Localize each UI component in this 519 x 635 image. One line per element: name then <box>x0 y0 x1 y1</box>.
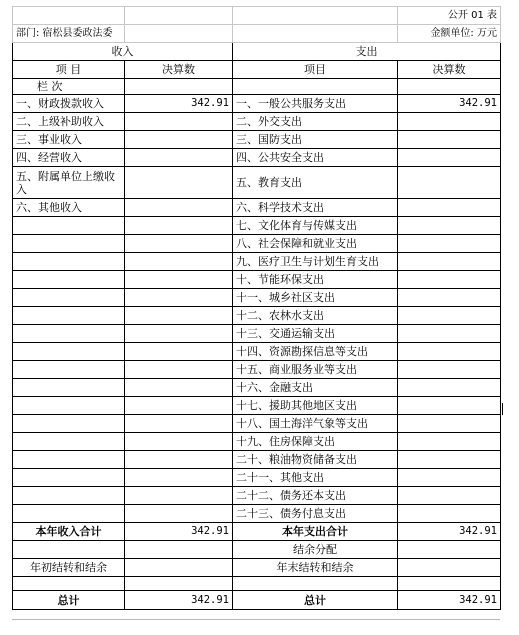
form-code: 公开 01 表 <box>398 7 501 25</box>
section-header-row <box>13 43 501 61</box>
expense-value <box>398 217 501 235</box>
expense-item: 十六、金融支出 <box>233 379 398 397</box>
grand-expense-label: 总计 <box>233 591 398 610</box>
income-value <box>125 113 233 131</box>
department-row <box>13 25 501 43</box>
expense-value <box>398 505 501 523</box>
income-value <box>125 289 233 307</box>
income-value <box>125 217 233 235</box>
spacer-row <box>13 577 501 591</box>
expense-item: 十八、国土海洋气象等支出 <box>233 415 398 433</box>
income-item: 一、财政拨款收入 <box>13 95 125 113</box>
table-row <box>13 397 501 415</box>
table-row <box>13 167 501 199</box>
table-row <box>13 95 501 113</box>
expense-item: 四、公共安全支出 <box>233 149 398 167</box>
income-item <box>13 397 125 415</box>
income-item-header: 项 目 <box>13 61 125 79</box>
expense-value <box>398 379 501 397</box>
income-expense-table <box>12 6 501 610</box>
income-value <box>125 469 233 487</box>
expense-value <box>398 167 501 199</box>
expense-item: 十、节能环保支出 <box>233 271 398 289</box>
expense-value <box>398 131 501 149</box>
income-item <box>13 487 125 505</box>
table-row <box>13 361 501 379</box>
table-row <box>13 253 501 271</box>
income-item <box>13 271 125 289</box>
income-value <box>125 235 233 253</box>
table-row <box>13 325 501 343</box>
income-value <box>125 307 233 325</box>
expense-amount-header: 决算数 <box>398 61 501 79</box>
table-row <box>13 235 501 253</box>
closing-balance-label: 年末结转和结余 <box>233 559 398 577</box>
income-item: 二、上级补助收入 <box>13 113 125 131</box>
income-item: 三、事业收入 <box>13 131 125 149</box>
income-value: 342.91 <box>125 95 233 113</box>
income-value <box>125 451 233 469</box>
expense-item: 一、一般公共服务支出 <box>233 95 398 113</box>
income-item <box>13 451 125 469</box>
income-value <box>125 379 233 397</box>
expense-value <box>398 325 501 343</box>
income-item <box>13 325 125 343</box>
opening-balance-label: 年初结转和结余 <box>13 559 125 577</box>
table-row <box>13 289 501 307</box>
table-row <box>13 149 501 167</box>
expense-item: 二十二、债务还本支出 <box>233 487 398 505</box>
income-value <box>125 253 233 271</box>
income-item <box>13 307 125 325</box>
table-row <box>13 451 501 469</box>
income-item <box>13 379 125 397</box>
income-item <box>13 361 125 379</box>
expense-item: 五、教育支出 <box>233 167 398 199</box>
bottom-rule <box>12 619 500 620</box>
income-item <box>13 217 125 235</box>
income-item: 四、经营收入 <box>13 149 125 167</box>
income-value <box>125 343 233 361</box>
expense-value <box>398 307 501 325</box>
expense-total-value: 342.91 <box>398 523 501 541</box>
table-row <box>13 505 501 523</box>
grand-income-value: 342.91 <box>125 591 233 610</box>
table-row <box>13 487 501 505</box>
expense-total-label: 本年支出合计 <box>233 523 398 541</box>
income-value <box>125 167 233 199</box>
expense-value: 342.91 <box>398 95 501 113</box>
expense-value <box>398 149 501 167</box>
income-value <box>125 397 233 415</box>
expense-item: 十一、城乡社区支出 <box>233 289 398 307</box>
table-row <box>13 307 501 325</box>
income-total-label: 本年收入合计 <box>13 523 125 541</box>
column-header-row <box>13 61 501 79</box>
expense-item: 九、医疗卫生与计划生育支出 <box>233 253 398 271</box>
expense-item: 十五、商业服务业等支出 <box>233 361 398 379</box>
income-value <box>125 131 233 149</box>
expense-value <box>398 451 501 469</box>
income-item <box>13 469 125 487</box>
expense-section-header: 支出 <box>233 43 501 61</box>
income-value <box>125 361 233 379</box>
income-item <box>13 415 125 433</box>
expense-value <box>398 289 501 307</box>
expense-value <box>398 433 501 451</box>
table-row <box>13 415 501 433</box>
expense-item: 十三、交通运输支出 <box>233 325 398 343</box>
grand-total-row <box>13 591 501 610</box>
income-item <box>13 253 125 271</box>
income-total-value: 342.91 <box>125 523 233 541</box>
table-row <box>13 131 501 149</box>
expense-value <box>398 361 501 379</box>
column-index-row <box>13 79 501 95</box>
expense-item: 十四、资源勘探信息等支出 <box>233 343 398 361</box>
income-section-header: 收入 <box>13 43 233 61</box>
expense-item: 二十三、债务付息支出 <box>233 505 398 523</box>
income-item <box>13 343 125 361</box>
budget-statement-sheet <box>12 6 501 610</box>
income-value <box>125 199 233 217</box>
income-item <box>13 505 125 523</box>
income-value <box>125 149 233 167</box>
balance-row <box>13 559 501 577</box>
expense-item: 二、外交支出 <box>233 113 398 131</box>
income-item <box>13 235 125 253</box>
amount-unit: 金额单位: 万元 <box>398 25 501 43</box>
table-row <box>13 271 501 289</box>
expense-value <box>398 487 501 505</box>
expense-item-header: 项目 <box>233 61 398 79</box>
expense-value <box>398 397 501 415</box>
table-row <box>13 433 501 451</box>
expense-value <box>398 253 501 271</box>
column-index-label: 栏 次 <box>13 79 125 95</box>
expense-item: 十二、农林水支出 <box>233 307 398 325</box>
income-item: 五、附属单位上缴收入 <box>13 167 125 199</box>
expense-item: 二十一、其他支出 <box>233 469 398 487</box>
surplus-distribution-row <box>13 541 501 559</box>
department-label: 部门: 宿松县委政法委 <box>13 25 125 43</box>
surplus-distribution-label: 结余分配 <box>233 541 398 559</box>
income-value <box>125 505 233 523</box>
table-row <box>13 469 501 487</box>
income-value <box>125 271 233 289</box>
income-value <box>125 487 233 505</box>
total-row <box>13 523 501 541</box>
expense-item: 三、国防支出 <box>233 131 398 149</box>
expense-value <box>398 235 501 253</box>
form-code-row <box>13 7 501 25</box>
income-item: 六、其他收入 <box>13 199 125 217</box>
income-item <box>13 433 125 451</box>
income-amount-header: 决算数 <box>125 61 233 79</box>
expense-item: 六、科学技术支出 <box>233 199 398 217</box>
table-row <box>13 199 501 217</box>
table-row <box>13 113 501 131</box>
income-value <box>125 433 233 451</box>
expense-item: 八、社会保障和就业支出 <box>233 235 398 253</box>
grand-expense-value: 342.91 <box>398 591 501 610</box>
income-value <box>125 415 233 433</box>
data-rows <box>13 95 501 523</box>
table-row <box>13 343 501 361</box>
expense-value <box>398 113 501 131</box>
cursor-mark <box>502 403 503 415</box>
expense-item: 十七、援助其他地区支出 <box>233 397 398 415</box>
expense-value <box>398 469 501 487</box>
expense-item: 七、文化体育与传媒支出 <box>233 217 398 235</box>
table-row <box>13 379 501 397</box>
expense-value <box>398 415 501 433</box>
expense-value <box>398 343 501 361</box>
table-row <box>13 217 501 235</box>
expense-item: 十九、住房保障支出 <box>233 433 398 451</box>
income-item <box>13 289 125 307</box>
grand-income-label: 总计 <box>13 591 125 610</box>
expense-value <box>398 271 501 289</box>
expense-item: 二十、粮油物资储备支出 <box>233 451 398 469</box>
expense-value <box>398 199 501 217</box>
income-value <box>125 325 233 343</box>
